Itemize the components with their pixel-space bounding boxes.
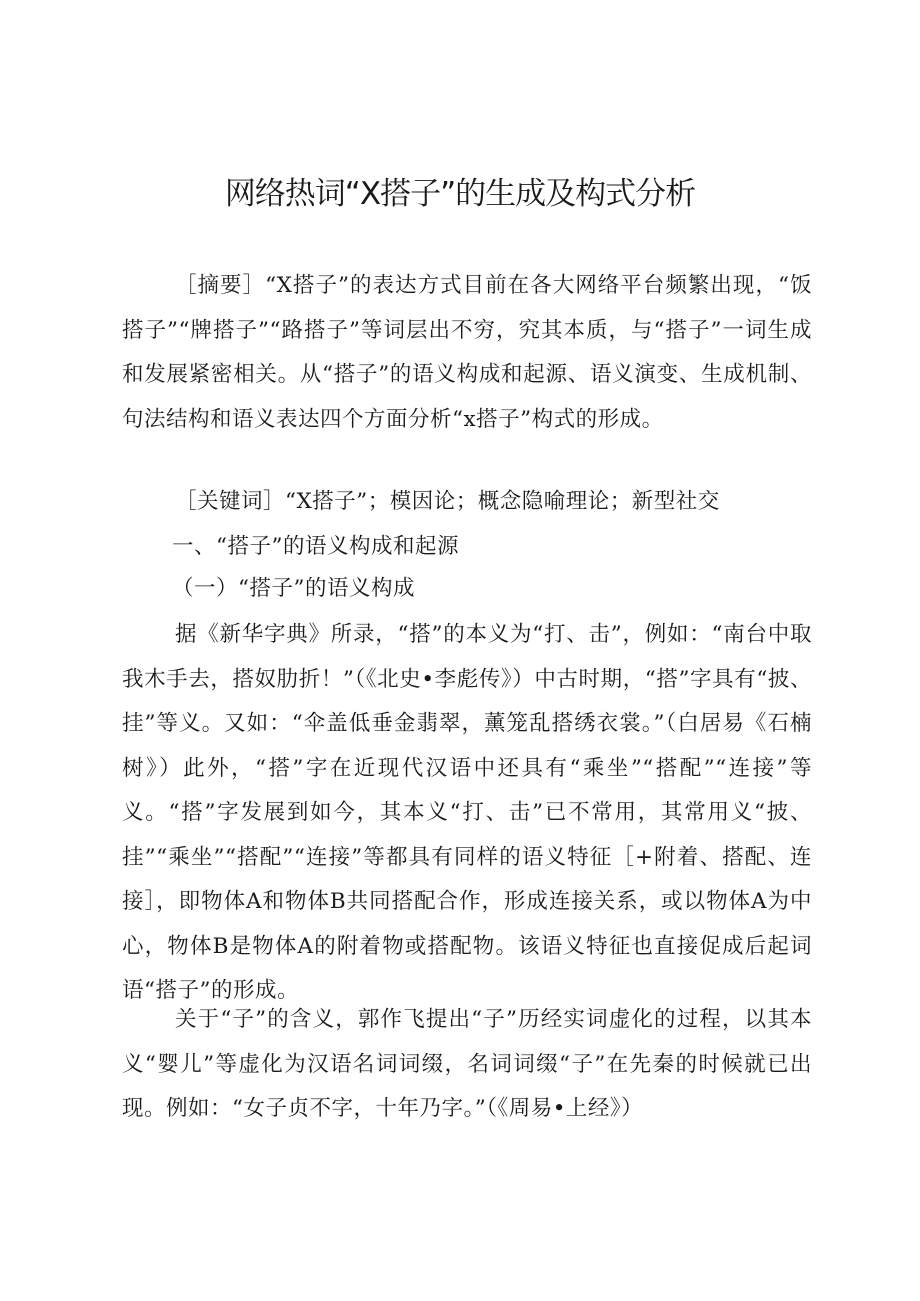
- abstract-paragraph: ［摘要］“X搭子”的表达方式目前在各大网络平台频繁出现，“饭搭子”“牌搭子”“路搭子”等词层出不穷，究其本质，与“搭子”一词生成和发展紧密相关。从“搭子”的语义构成和起源、语义演变、生成机制、句法结构和语义表达四个方面分析“x搭子”构式的形成。: [122, 273, 812, 432]
- section-heading: 一、“搭子”的语义构成和起源: [172, 534, 459, 559]
- keywords-line: ［关键词］“X搭子”；模因论；概念隐喻理论；新型社交: [175, 489, 720, 514]
- body-paragraph: 据《新华字典》所录，“搭”的本义为“打、击”，例如：“南台中取我木手去，搭奴肋折！”（《北史•李彪传》）中古时期，“搭”字具有“披、挂”等义。又如：“伞盖低垂金翡翠，薰笼乱搭绣衣裳。”（白居易《石楠树》）此外，“搭”字在近现代汉语中还具有“乘坐”“搭配”“连接”等义。“搭”字发展到如今，其本义“打、击”已不常用，其常用义“披、挂”“乘坐”“搭配”“连接”等都具有同样的语义特征［+附着、搭配、连接］，即物体A和物体B共同搭配合作，形成连接关系，或以物体A为中心，物体B是物体A的附着物或搭配物。该语义特征也直接促成后起词语“搭子”的形成。: [122, 622, 812, 1003]
- subsection-heading: （一）“搭子”的语义构成: [172, 576, 415, 601]
- body-paragraph: 关于“子”的含义，郭作飞提出“子”历经实词虚化的过程，以其本义“婴儿”等虚化为汉语名词词缀，名词词缀“子”在先秦的时候就已出现。例如：“女子贞不字，十年乃字。”（《周易•上经》）: [122, 1007, 812, 1121]
- document-title: 网络热词“X搭子”的生成及构式分析: [224, 176, 696, 212]
